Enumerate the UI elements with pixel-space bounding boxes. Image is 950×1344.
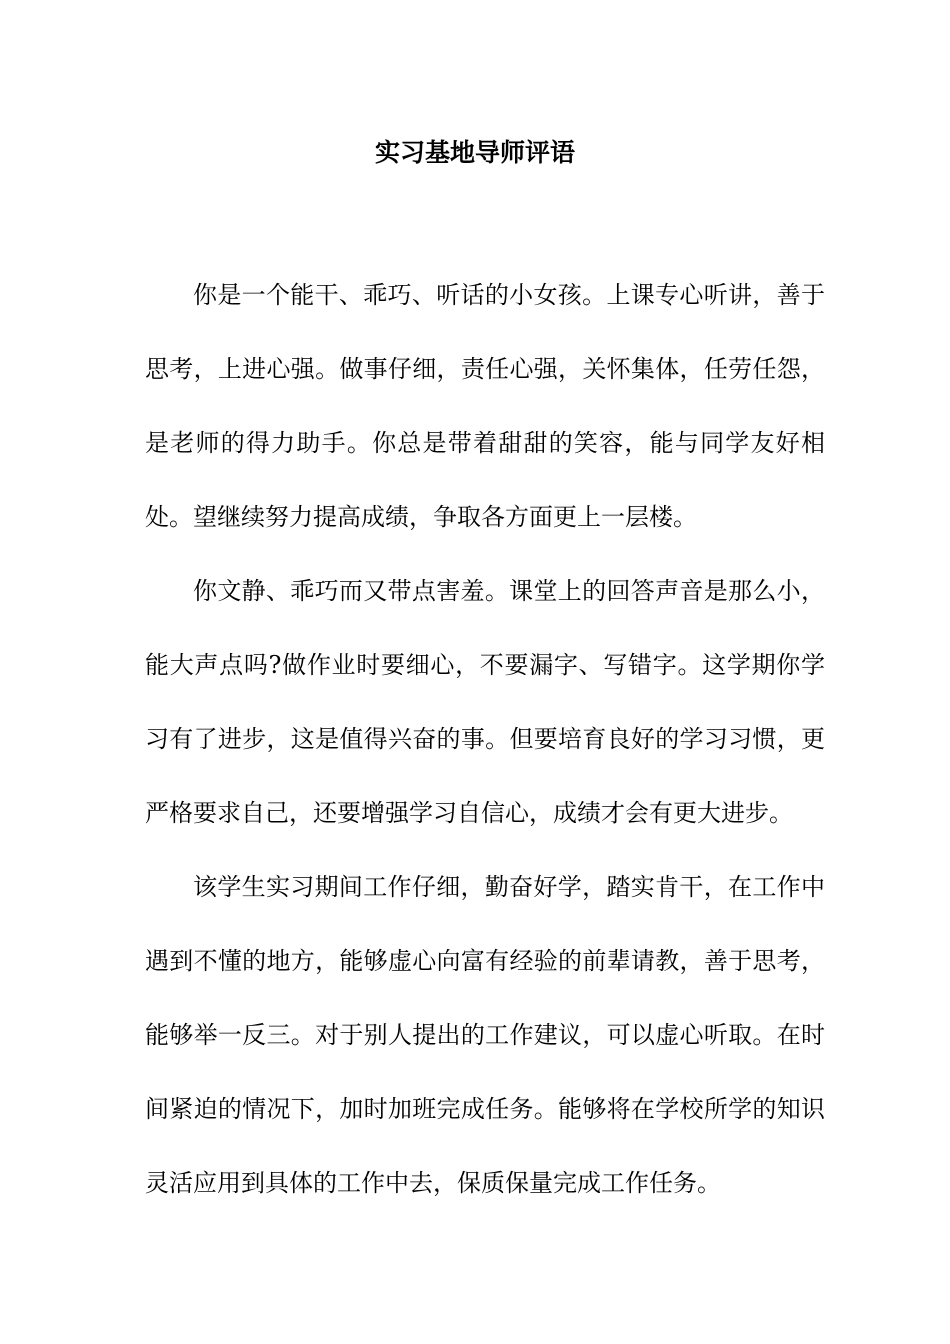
paragraph-1: 你是一个能干、乖巧、听话的小女孩。上课专心听讲，善于思考，上进心强。做事仔细，责任心强，关怀集体，任劳任怨，是老师的得力助手。你总是带着甜甜的笑容，能与同学友好相处。望继续努力提高成绩，争取各方面更上一层楼。 xyxy=(145,281,825,531)
document-body xyxy=(145,258,825,1220)
document-title: 实习基地导师评语 xyxy=(374,138,575,167)
paragraph-2: 你文静、乖巧而又带点害羞。课堂上的回答声音是那么小，能大声点吗?做作业时要细心，不要漏字、写错字。这学期你学习有了进步，这是值得兴奋的事。但要培育良好的学习习惯，更严格要求自己，还要增强学习自信心，成绩才会有更大进步。 xyxy=(145,577,825,827)
paragraph-3: 该学生实习期间工作仔细，勤奋好学，踏实肯干，在工作中遇到不懂的地方，能够虚心向富有经验的前辈请教，善于思考，能够举一反三。对于别人提出的工作建议，可以虚心听取。在时间紧迫的情况下，加时加班完成任务。能够将在学校所学的知识灵活应用到具体的工作中去，保质保量完成工作任务。 xyxy=(145,873,825,1197)
